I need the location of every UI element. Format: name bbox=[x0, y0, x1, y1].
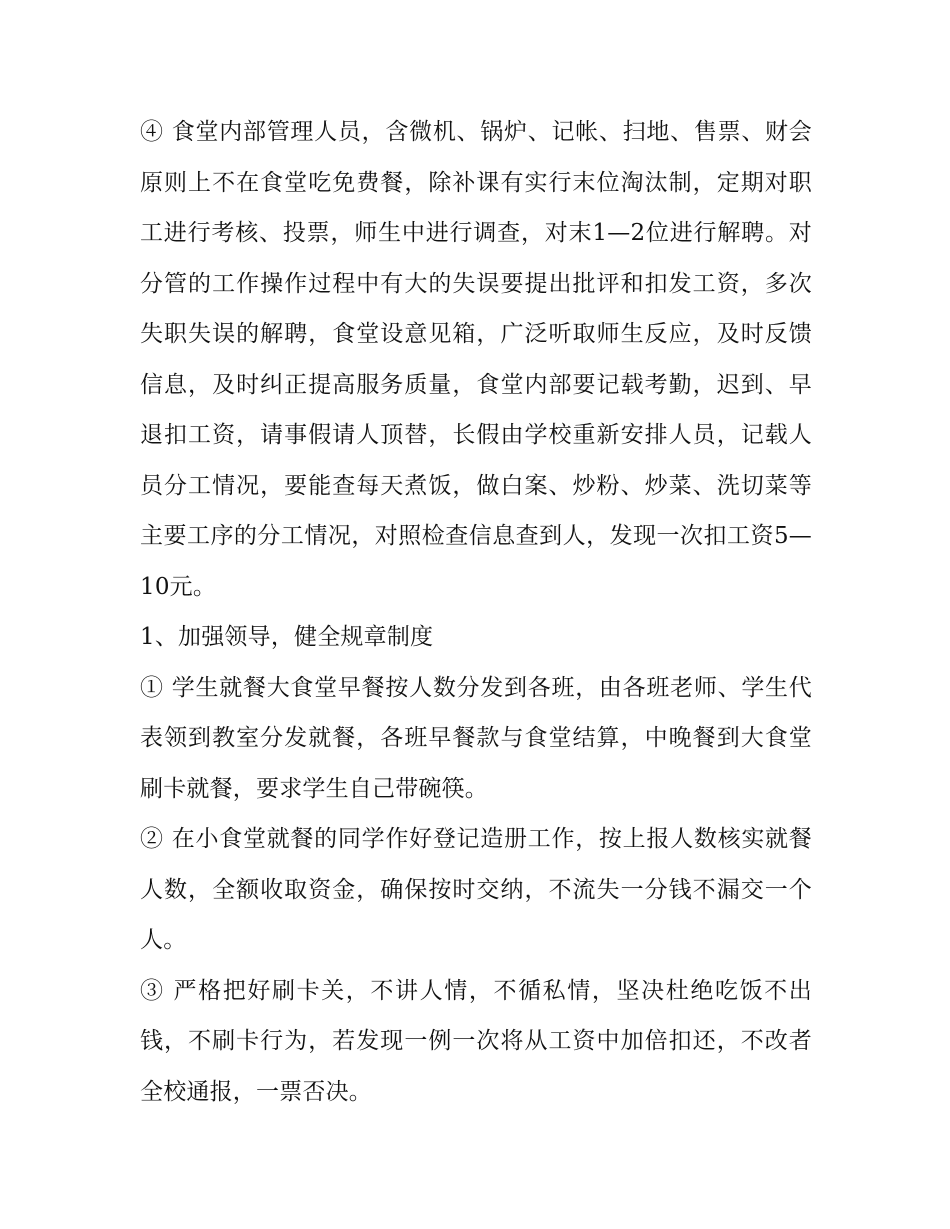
paragraph-item-1-dining: ① 学生就餐大食堂早餐按人数分发到各班，由各班老师、学生代表领到教室分发就餐，各班早餐款与食堂结算，中晚餐到大食堂刷卡就餐，要求学生自己带碗筷。 bbox=[140, 674, 812, 802]
paragraph-item-3-card-check: ③ 严格把好刷卡关，不讲人情，不循私情，坚决杜绝吃饭不出钱，不刷卡行为，若发现一例一次将从工资中加倍扣还，不改者全校通报，一票否决。 bbox=[140, 977, 812, 1105]
document-page bbox=[140, 107, 812, 1117]
paragraph-item-4-staff-management: ④ 食堂内部管理人员，含微机、锅炉、记帐、扫地、售票、财会原则上不在食堂吃免费餐，除补课有实行末位淘汰制，定期对职工进行考核、投票，师生中进行调查，对末1—2位进行解聘。对分管的工作操作过程中有大的失误要提出批评和扣发工资，多次失职失误的解聘，食堂设意见箱，广泛听取师生反应，及时反馈信息，及时纠正提高服务质量，食堂内部要记载考勤，迟到、早退扣工资，请事假请人顶替，长假由学校重新安排人员，记载人员分工情况，要能查每天煮饭，做白案、炒粉、炒菜、洗切菜等主要工序的分工情况，对照检查信息查到人，发现一次扣工资5—10元。 bbox=[140, 119, 812, 600]
section-heading-1: 1、加强领导，健全规章制度 bbox=[140, 624, 434, 650]
paragraph-item-2-registration: ② 在小食堂就餐的同学作好登记造册工作，按上报人数核实就餐人数，全额收取资金，确保按时交纳，不流失一分钱不漏交一个人。 bbox=[140, 826, 812, 953]
